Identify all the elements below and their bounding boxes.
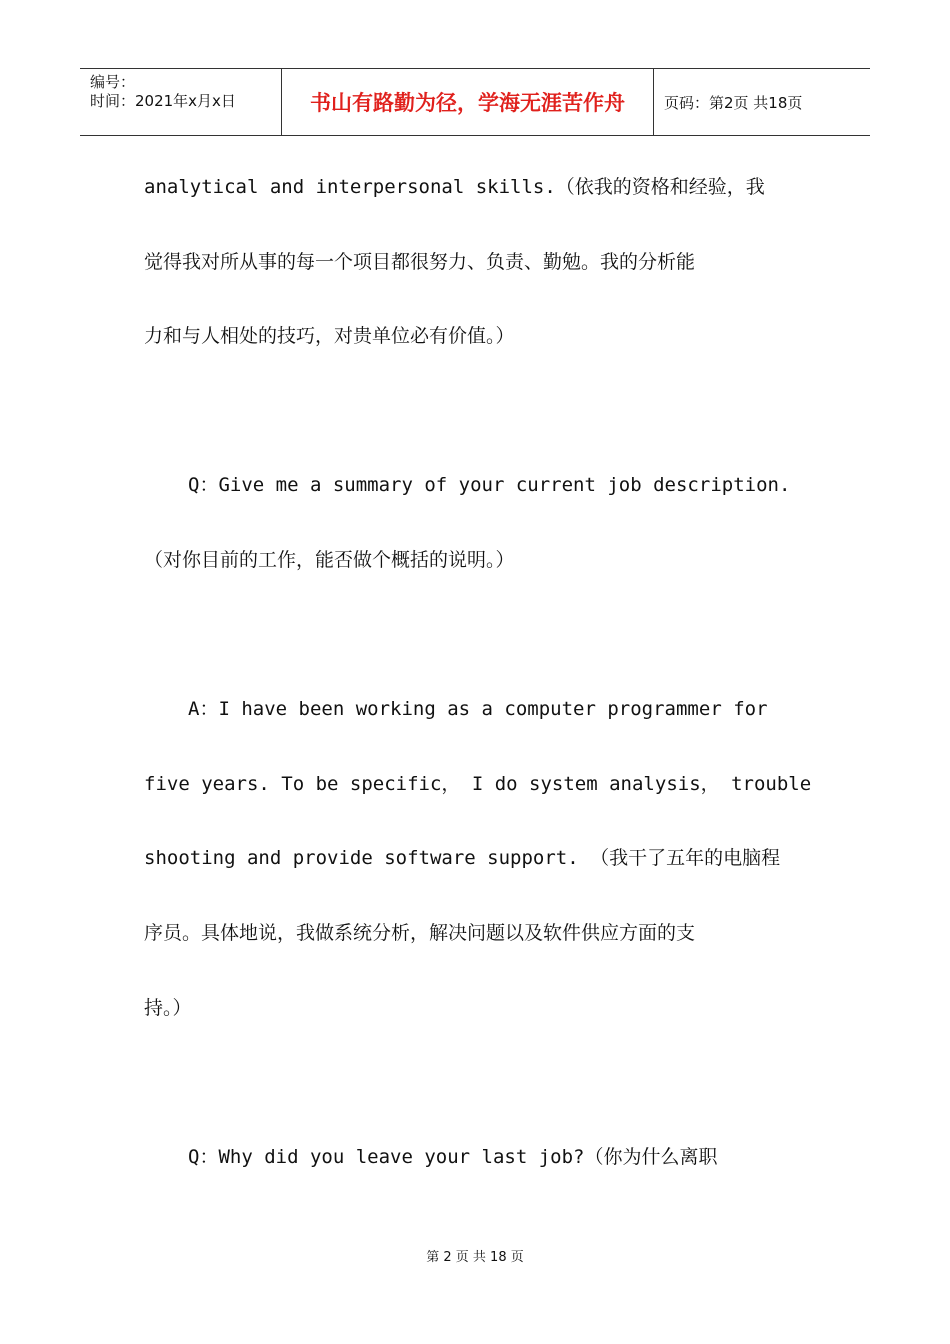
header-page-info: 页码：第2页 共18页 — [664, 93, 803, 112]
text-line: 觉得我对所从事的每一个项目都很努力、负责、勤勉。我的分析能 — [144, 250, 696, 273]
header-meta — [80, 69, 282, 135]
question-line: Q：Why did you leave your last job?（你为什么离职 — [188, 1145, 718, 1168]
text-line: （对你目前的工作，能否做个概括的说明。） — [144, 548, 515, 571]
text-line: 序员。具体地说，我做系统分析，解决问题以及软件供应方面的支 — [144, 921, 696, 944]
text-line: shooting and provide software support. （我干了五年的电脑程 — [144, 847, 781, 870]
page-header — [80, 68, 870, 136]
number-label: 编号： — [90, 73, 136, 91]
time-label: 时间：2021年x月x日 — [90, 92, 236, 110]
header-motto: 书山有路勤为径，学海无涯苦作舟 — [282, 69, 654, 135]
document-body — [144, 150, 812, 1194]
text-line: five years. To be specific， I do system analysis， trouble — [144, 772, 812, 795]
text-line: 持。） — [144, 996, 192, 1019]
page-footer: 第 2 页 共 18 页 — [426, 1250, 524, 1265]
answer-line: A：I have been working as a computer programmer for — [188, 698, 768, 721]
question-line: Q：Give me a summary of your current job description. — [188, 474, 791, 497]
text-line: analytical and interpersonal skills.（依我的资格和经验，我 — [144, 176, 765, 198]
text-line: 力和与人相处的技巧，对贵单位必有价值。） — [144, 325, 515, 348]
